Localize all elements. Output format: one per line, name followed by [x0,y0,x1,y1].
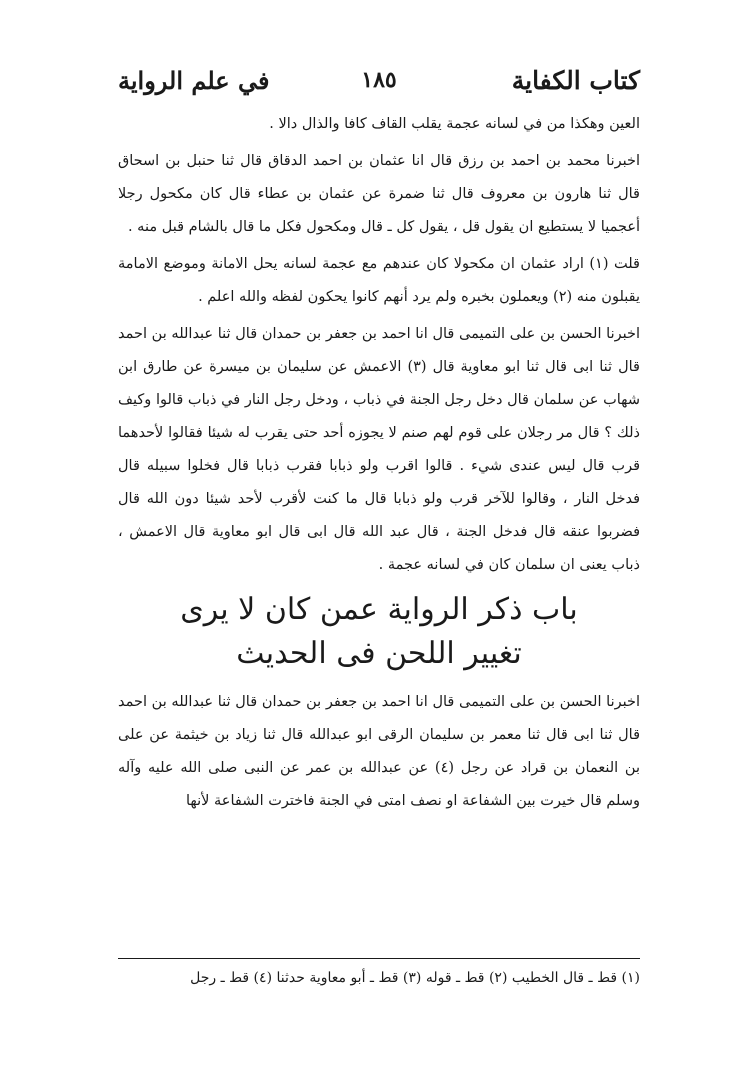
paragraph: اخبرنا الحسن بن على التميمى قال انا احمد بن جعفر بن حمدان قال ثنا عبدالله بن احمد قال ثنا ابى قال ثنا ابو معاوية قال (٣) الاعمش عن سليمان بن ميسرة عن طارق ابن شهاب عن سلمان قال دخل رجل الجنة في ذباب ، ودخل رجل النار في ذباب قالوا وكيف ذلك ؟ قال مر رجلان على قوم لهم صنم لا يجوزه أحد حتى يقرب له شيئا فقالوا لأحدهما قرب قال ليس عندى شيء . قالوا اقرب ولو ذبابا فقرب ذبابا قال فخلوا سبيله قال فدخل النار ، وقالوا للآخر قرب ولو ذبابا قال ما كنت لأقرب لأحد شيئا دون الله قال فضربوا عنقه قال فدخل الجنة ، قال عبد الله قال ابى قال ابو معاوية قال الاعمش ، ذباب يعنى ان سلمان كان في لسانه عجمة . [118,326,640,573]
page-body [118,108,640,818]
section-topic: في علم الرواية [118,65,270,95]
paragraph: اخبرنا الحسن بن على التميمى قال انا احمد بن جعفر بن حمدان قال ثنا عبدالله بن احمد قال ثنا ابى قال ثنا معمر بن سليمان الرقى ابو عبدالله قال ثنا زياد بن خيثمة عن على بن النعمان بن قراد عن رجل (٤) عن عبدالله بن عمر عن النبى صلى الله عليه وآله وسلم قال خيرت بين الشفاعة او نصف امتى في الجنة فاخترت الشفاعة لأنها [118,694,640,809]
book-title: كتاب الكفاية [511,65,640,95]
paragraph: اخبرنا محمد بن احمد بن رزق قال انا عثمان بن احمد الدقاق قال ثنا حنبل بن اسحاق قال ثنا هارون بن معروف قال ثنا ضمرة عن عثمان بن عطاء قال كان مكحول رجلا أعجميا لا يستطيع ان يقول قل ، يقول كل ـ قال ومكحول فكل ما قال بالشام قبل منه . [118,153,640,235]
paragraph: العين وهكذا من في لسانه عجمة يقلب القاف كافا والذال دالا . [269,116,640,132]
running-header [118,60,640,100]
footnotes: (١) قط ـ قال الخطيب (٢) قط ـ قوله (٣) قط ـ أبو معاوية حدثنا (٤) قط ـ رجل [118,958,640,993]
book-page [118,48,640,1058]
paragraph: قلت (١) اراد عثمان ان مكحولا كان عندهم مع عجمة لسانه يحل الامانة وموضع الامامة يقبلون منه (٢) ويعملون بخبره ولم يرد أنهم كانوا يحكون لفظه والله اعلم . [118,256,640,305]
chapter-heading-line1: باب ذكر الرواية عمن كان لا يرى [180,592,578,627]
page-number: ١٨٥ [361,67,397,93]
chapter-heading-line2: تغيير اللحن فى الحديث [236,636,522,671]
chapter-heading [118,588,640,676]
